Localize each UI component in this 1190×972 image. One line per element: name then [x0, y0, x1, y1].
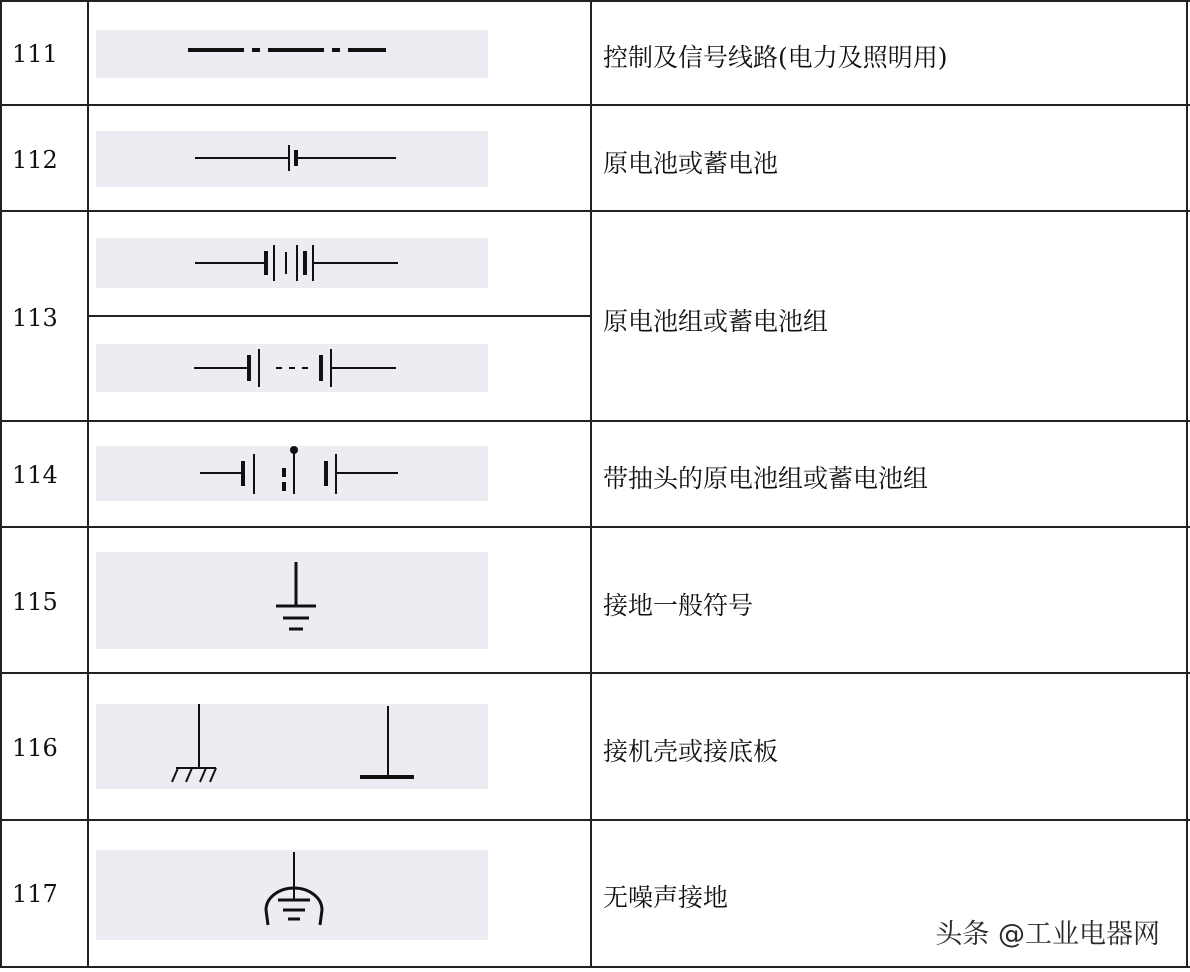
earth-ground-symbol [96, 552, 488, 649]
battery-symbol [96, 344, 488, 392]
row-number: 116 [12, 734, 58, 762]
row-description: 带抽头的原电池组或蓄电池组 [603, 464, 929, 493]
row-number: 117 [12, 880, 58, 908]
row-description: 接地一般符号 [603, 591, 754, 620]
row-number: 115 [12, 588, 58, 616]
row-number: 111 [12, 40, 58, 68]
battery-symbol [96, 238, 488, 288]
row-description: 无噪声接地 [603, 883, 729, 912]
row-number: 114 [12, 461, 58, 489]
control-signal-line-symbol [96, 30, 488, 78]
row-description: 控制及信号线路(电力及照明用) [603, 43, 948, 72]
tapped-battery-symbol [96, 446, 488, 501]
row-description: 接机壳或接底板 [603, 737, 779, 766]
noiseless-earth-symbol [96, 850, 488, 940]
row-description: 原电池组或蓄电池组 [603, 307, 829, 336]
row-number: 112 [12, 146, 58, 174]
row-description: 原电池或蓄电池 [603, 149, 779, 178]
watermark: 头条 @工业电器网 [935, 919, 1160, 950]
row-number: 113 [12, 304, 58, 332]
chassis-ground-symbol [96, 704, 488, 789]
primary-cell-symbol [96, 131, 488, 187]
